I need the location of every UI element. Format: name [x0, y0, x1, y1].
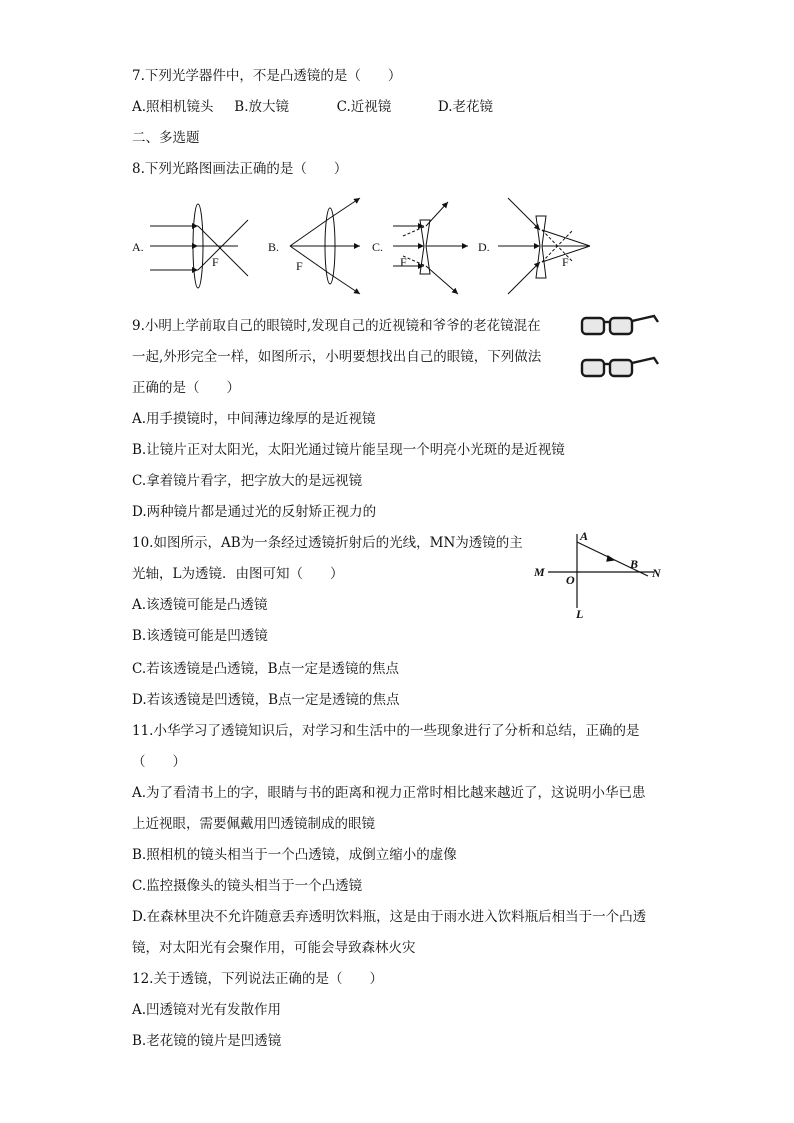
- q10-label-l: L: [576, 607, 584, 620]
- q11-stem-line-2: （ ）: [132, 754, 186, 770]
- q8-focus-a: F: [212, 255, 219, 269]
- q10-stem-line-1: 10.如图所示，AB为一条经过透镜折射后的光线，MN为透镜的主: [132, 535, 523, 551]
- q9-option-c: C.拿着镜片看字，把字放大的是远视镜: [132, 473, 363, 489]
- q8-focus-b: F: [296, 259, 303, 273]
- q10-label-o: O: [566, 573, 575, 587]
- q9-stem-line-3: 正确的是（ ）: [132, 380, 240, 396]
- q10-label-a: A: [580, 529, 589, 543]
- q9-stem-line-2: 一起,外形完全一样，如图所示，小明要想找出自己的眼镜，下列做法: [132, 349, 542, 365]
- q8-stem: 8.下列光路图画法正确的是（ ）: [132, 161, 348, 177]
- q12-option-a: A.凹透镜对光有发散作用: [132, 1002, 282, 1018]
- q10-option-d: D.若该透镜是凹透镜，B点一定是透镜的焦点: [132, 692, 400, 708]
- q12-option-b: B.老花镜的镜片是凹透镜: [132, 1033, 282, 1049]
- q7-option-d: D.老花镜: [437, 99, 494, 115]
- q10-option-c: C.若该透镜是凸透镜，B点一定是透镜的焦点: [132, 661, 400, 677]
- q8-label-b: B.: [268, 240, 280, 254]
- q9-glasses-image: [578, 310, 660, 390]
- q11-option-a-line-2: 上近视眼，需要佩戴用凹透镜制成的眼镜: [132, 816, 375, 832]
- section-heading: 二、多选题: [132, 130, 200, 146]
- q7-option-b: B.放大镜: [234, 99, 290, 115]
- q10-label-m: M: [534, 565, 545, 579]
- q10-lens-diagram: [530, 528, 670, 620]
- q7-stem: 7.下列光学器件中，不是凸透镜的是（ ）: [132, 68, 402, 84]
- q11-option-d-line-2: 镜，对太阳光有会聚作用，可能会导致森林火灾: [132, 940, 416, 956]
- q11-option-d-line-1: D.在森林里决不允许随意丢弃透明饮料瓶，这是由于雨水进入饮料瓶后相当于一个凸透: [132, 909, 647, 925]
- q9-stem-line-1: 9.小明上学前取自己的眼镜时,发现自己的近视镜和爷爷的老花镜混在: [132, 318, 541, 334]
- q8-label-c: C.: [372, 240, 384, 254]
- q10-label-n: N: [652, 566, 661, 580]
- q10-stem-line-2: 光轴，L为透镜．由图可知（ ）: [132, 566, 344, 582]
- q7-option-c: C.近视镜: [336, 99, 392, 115]
- q12-stem: 12.关于透镜，下列说法正确的是（ ）: [132, 971, 383, 987]
- q8-label-d: D.: [478, 240, 490, 254]
- q8-focus-c: F: [400, 255, 407, 269]
- q11-option-c: C.监控摄像头的镜头相当于一个凸透镜: [132, 878, 363, 894]
- q10-option-a: A.该透镜可能是凸透镜: [132, 597, 268, 613]
- q8-focus-d: F: [562, 255, 569, 269]
- q10-label-b: B: [630, 557, 639, 571]
- q8-ray-diagrams: [128, 190, 608, 300]
- q9-option-b: B.让镜片正对太阳光，太阳光通过镜片能呈现一个明亮小光斑的是近视镜: [132, 442, 565, 458]
- q9-option-d: D.两种镜片都是通过光的反射矫正视力的: [132, 504, 377, 520]
- q7-option-a: A.照相机镜头: [132, 99, 214, 115]
- q9-option-a: A.用手摸镜时，中间薄边缘厚的是近视镜: [132, 411, 376, 427]
- q8-label-a: A.: [132, 240, 144, 254]
- q11-option-b: B.照相机的镜头相当于一个凸透镜，成倒立缩小的虚像: [132, 847, 457, 863]
- q11-stem-line-1: 11.小华学习了透镜知识后，对学习和生活中的一些现象进行了分析和总结，正确的是: [132, 723, 640, 739]
- q7-options: [132, 97, 493, 117]
- q10-option-b: B.该透镜可能是凹透镜: [132, 628, 268, 644]
- q11-option-a-line-1: A.为了看清书上的字，眼睛与书的距离和视力正常时相比越来越近了，这说明小华已患: [132, 785, 646, 801]
